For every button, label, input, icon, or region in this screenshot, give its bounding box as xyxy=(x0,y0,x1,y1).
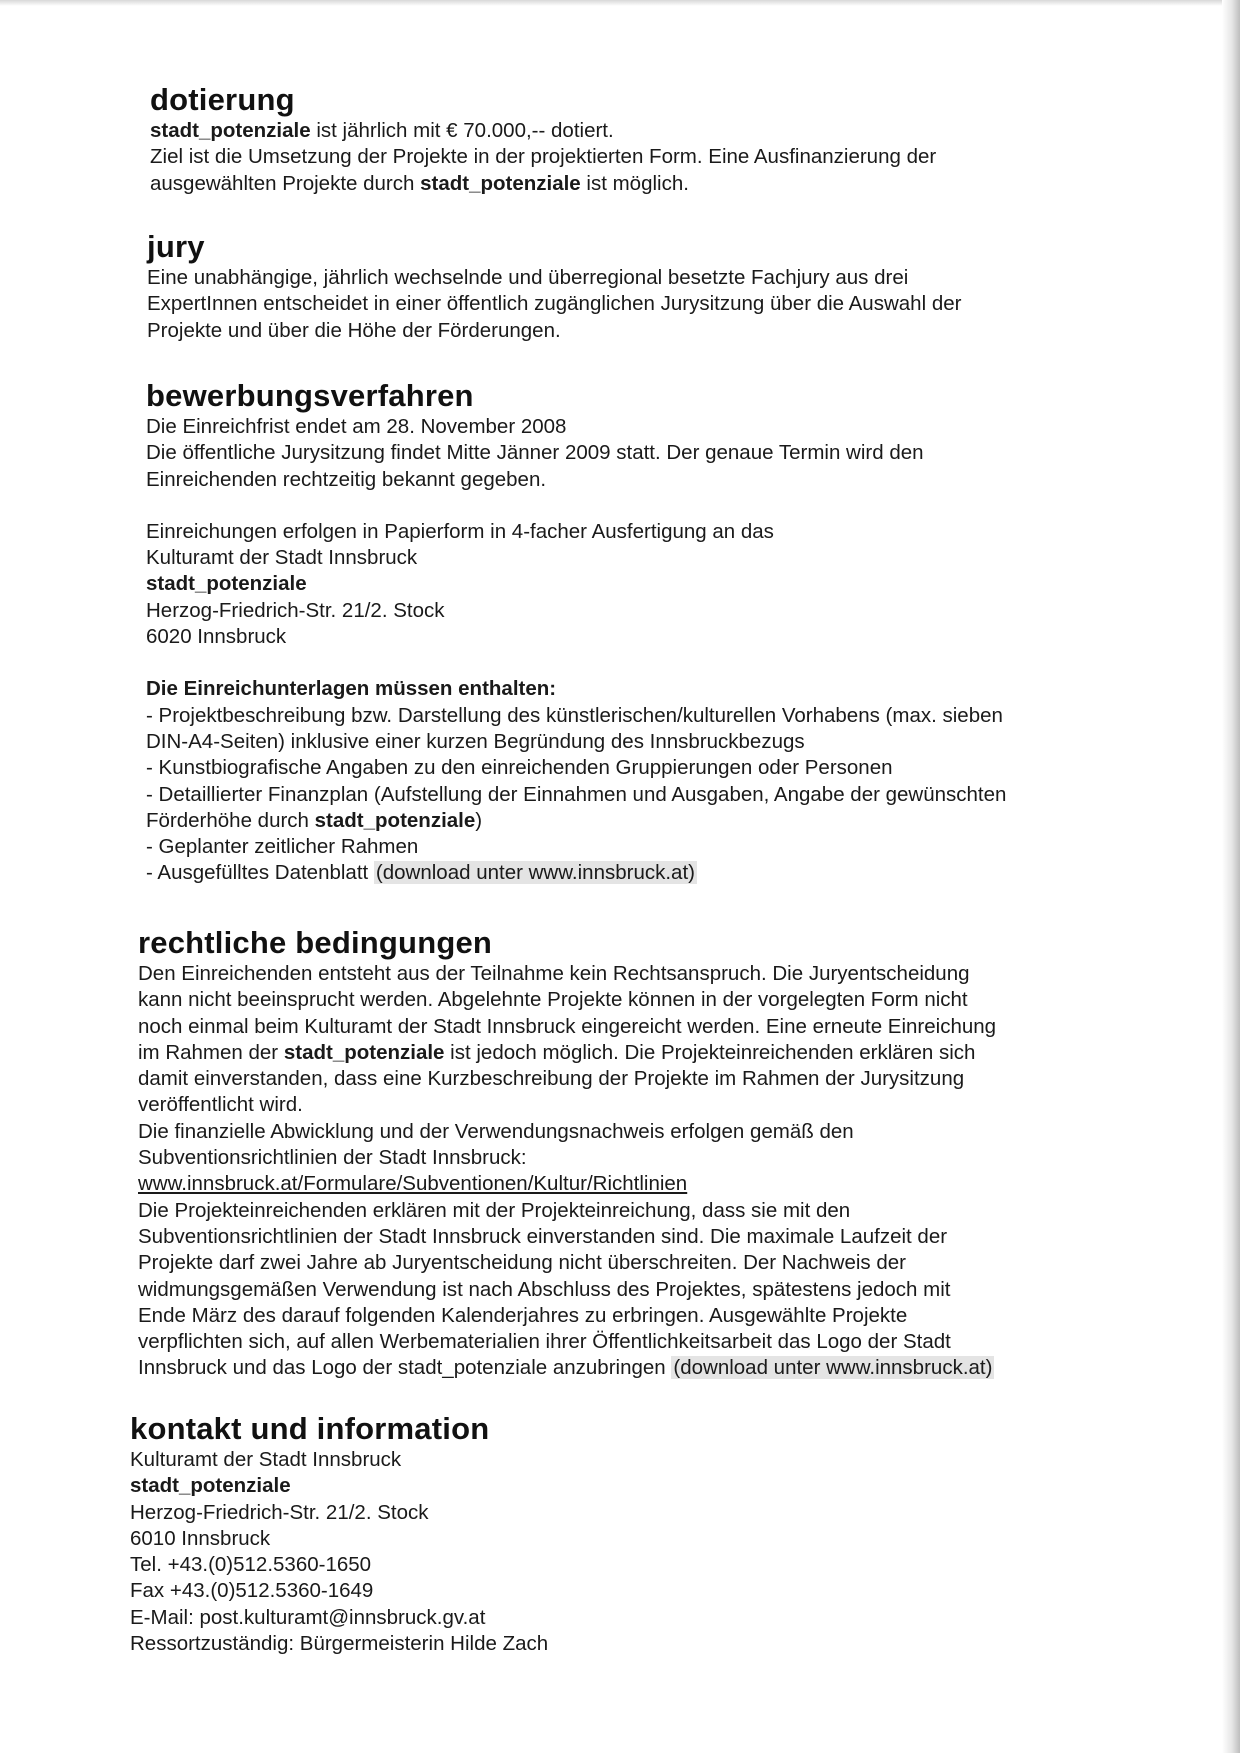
kontakt-email[interactable]: E-Mail: post.kulturamt@innsbruck.gv.at xyxy=(130,1605,486,1629)
dotierung-line-1 xyxy=(150,118,936,144)
recht-line-2: kann nicht beeinsprucht werden. Abgelehnte Projekte können in der vorgelegten Form nicht xyxy=(138,988,968,1012)
address-line-4: 6020 Innsbruck xyxy=(146,625,287,649)
jury-line-1: Eine unabhängige, jährlich wechselnde und überregional besetzte Fachjury aus drei xyxy=(147,266,909,289)
kontakt-line-3: Herzog-Friedrich-Str. 21/2. Stock xyxy=(130,1500,429,1524)
kontakt-tel: Tel. +43.(0)512.5360-1650 xyxy=(130,1553,372,1577)
recht-line-4 xyxy=(138,1040,996,1066)
recht-line-14: Ende März des darauf folgenden Kalenderjahres zu erbringen. Ausgewählte Projekte xyxy=(138,1303,908,1327)
kontakt-fax: Fax +43.(0)512.5360-1649 xyxy=(130,1579,374,1603)
heading-dotierung: dotierung xyxy=(150,82,295,117)
requirement-4: - Geplanter zeitlicher Rahmen xyxy=(146,835,419,859)
bewerbung-line-2: Die öffentliche Jurysitzung findet Mitte Jänner 2009 statt. Der genaue Termin wird den xyxy=(146,441,924,465)
kontakt-line-1: Kulturamt der Stadt Innsbruck xyxy=(130,1448,402,1471)
kontakt-brand: stadt_potenziale xyxy=(130,1474,291,1498)
address-brand: stadt_potenziale xyxy=(146,572,307,596)
text-span: Innsbruck und das Logo der stadt_potenziale anzubringen xyxy=(138,1356,672,1380)
requirements-heading: Die Einreichunterlagen müssen enthalten: xyxy=(146,677,557,701)
bewerbung-line-1: Die Einreichfrist endet am 28. November 2008 xyxy=(146,415,567,438)
address-line-3: Herzog-Friedrich-Str. 21/2. Stock xyxy=(146,598,445,622)
recht-line-10: Die Projekteinreichenden erklären mit der Projekteinreichung, dass sie mit den xyxy=(138,1198,851,1222)
heading-rechtliche-bedingungen: rechtliche bedingungen xyxy=(138,925,493,960)
section-jury xyxy=(147,229,961,344)
recht-line-13: widmungsgemäßen Verwendung ist nach Abschluss des Projektes, spätestens jedoch mit xyxy=(138,1277,951,1301)
recht-line-16 xyxy=(138,1355,996,1381)
address-line-1: Kulturamt der Stadt Innsbruck xyxy=(146,546,418,570)
requirement-1-cont: DIN-A4-Seiten) inklusive einer kurzen Begründung des Innsbruckbezugs xyxy=(146,729,805,753)
requirement-5 xyxy=(146,860,1006,886)
kontakt-line-4: 6010 Innsbruck xyxy=(130,1526,271,1550)
heading-kontakt: kontakt und information xyxy=(130,1411,490,1446)
requirement-3: - Detaillierter Finanzplan (Aufstellung der Einnahmen und Ausgaben, Angabe der gewünschten xyxy=(146,782,1007,806)
section-dotierung xyxy=(150,82,936,197)
kontakt-ressort: Ressortzuständig: Bürgermeisterin Hilde Zach xyxy=(130,1632,549,1656)
brand-name: stadt_potenziale xyxy=(283,1040,445,1064)
section-kontakt xyxy=(130,1411,548,1657)
jury-line-3: Projekte und über die Höhe der Förderungen. xyxy=(147,318,561,342)
text-span: - Ausgefülltes Datenblatt xyxy=(146,861,374,885)
recht-line-5: damit einverstanden, dass eine Kurzbeschreibung der Projekte im Rahmen der Jurysitzung xyxy=(138,1067,965,1091)
text-span: im Rahmen der xyxy=(138,1040,284,1064)
scan-edge-top xyxy=(0,0,1240,6)
text-span: ist jährlich mit € 70.000,-- dotiert. xyxy=(310,119,614,142)
download-link[interactable]: (download unter www.innsbruck.at) xyxy=(375,861,695,885)
dotierung-line-3 xyxy=(150,171,936,197)
richtlinien-link[interactable]: www.innsbruck.at/Formulare/Subventionen/Kultur/Richtlinien xyxy=(138,1172,688,1196)
download-link[interactable]: (download unter www.innsbruck.at) xyxy=(673,1356,993,1380)
brand-name: stadt_potenziale xyxy=(420,171,581,195)
text-span: Förderhöhe durch xyxy=(146,808,315,832)
bewerbung-line-3: Einreichenden rechtzeitig bekannt gegeben. xyxy=(146,467,547,491)
brand-name: stadt_potenziale xyxy=(150,119,311,142)
recht-line-7: Die finanzielle Abwicklung und der Verwendungsnachweis erfolgen gemäß den xyxy=(138,1119,854,1143)
brand-name: stadt_potenziale xyxy=(314,808,476,832)
recht-line-1: Den Einreichenden entsteht aus der Teilnahme kein Rechtsanspruch. Die Juryentscheidung xyxy=(138,962,970,985)
dotierung-line-2: Ziel ist die Umsetzung der Projekte in der projektierten Form. Eine Ausfinanzierung der xyxy=(150,145,937,169)
heading-bewerbungsverfahren: bewerbungsverfahren xyxy=(146,378,474,413)
requirement-3-cont xyxy=(146,808,1006,834)
recht-line-15: verpflichten sich, auf allen Werbematerialien ihrer Öffentlichkeitsarbeit das Logo der Stadt xyxy=(138,1330,951,1354)
heading-jury: jury xyxy=(147,229,205,264)
recht-line-6: veröffentlicht wird. xyxy=(138,1093,303,1117)
jury-line-2: ExpertInnen entscheidet in einer öffentlich zugänglichen Jurysitzung über die Auswahl der xyxy=(147,292,962,316)
recht-line-12: Projekte darf zwei Jahre ab Juryentscheidung nicht überschreiten. Der Nachweis der xyxy=(138,1251,906,1275)
recht-line-3: noch einmal beim Kulturamt der Stadt Innsbruck eingereicht werden. Eine erneute Einreichung xyxy=(138,1014,997,1038)
requirement-1: - Projektbeschreibung bzw. Darstellung des künstlerischen/kulturellen Vorhabens (max. sieben xyxy=(146,703,1003,727)
section-rechtliche-bedingungen xyxy=(138,925,996,1382)
text-span: ist jedoch möglich. Die Projekteinreichenden erklären sich xyxy=(444,1040,976,1064)
recht-line-11: Subventionsrichtlinien der Stadt Innsbruck einverstanden sind. Die maximale Laufzeit der xyxy=(138,1224,948,1248)
text-span: ist möglich. xyxy=(580,171,689,195)
scan-edge-right xyxy=(1222,0,1240,1753)
address-intro: Einreichungen erfolgen in Papierform in 4-facher Ausfertigung an das xyxy=(146,519,774,543)
text-span: ausgewählten Projekte durch xyxy=(150,171,421,195)
section-bewerbungsverfahren xyxy=(146,378,1006,887)
text-span: ) xyxy=(475,808,483,832)
requirement-2: - Kunstbiografische Angaben zu den einreichenden Gruppierungen oder Personen xyxy=(146,756,893,780)
recht-line-8: Subventionsrichtlinien der Stadt Innsbruck: xyxy=(138,1146,527,1170)
